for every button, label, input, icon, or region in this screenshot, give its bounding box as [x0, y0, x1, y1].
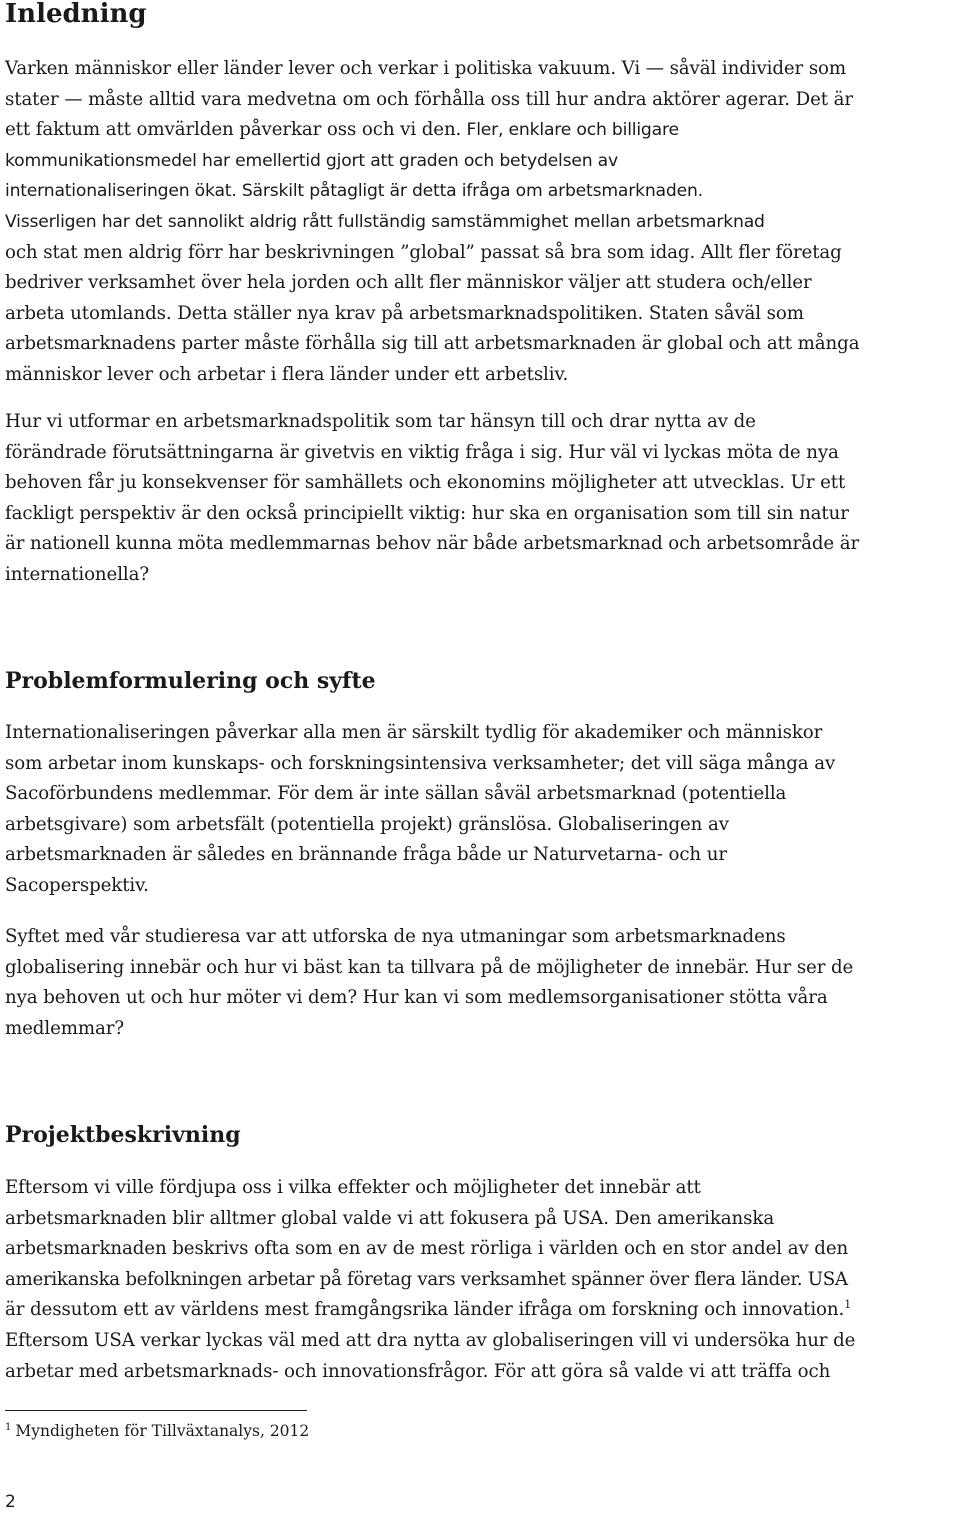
heading-problemformulering: Problemformulering och syfte	[5, 668, 376, 694]
text-line: nya behoven ut och hur möter vi dem? Hur kan vi som medlemsorganisationer stötta våra	[5, 987, 828, 1009]
text-line: Syftet med vår studieresa var att utforska de nya utmaningar som arbetsmarknadens	[5, 926, 786, 947]
text-line: behoven får ju konsekvenser för samhällets och ekonomins möjligheter att utvecklas. Ur ett	[5, 472, 846, 494]
paragraph-intro-1	[5, 54, 859, 391]
text-line: arbetar med arbetsmarknads- och innovationsfrågor. För att göra så valde vi att träffa och	[5, 1360, 831, 1382]
text-line: stater — måste alltid vara medvetna om och förhålla oss till hur andra aktörer agerar. Det är	[5, 88, 854, 110]
text-line: Eftersom USA verkar lyckas väl med att dra nytta av globaliseringen vill vi undersöka hur de	[5, 1329, 856, 1351]
text-line: är nationell kunna möta medlemmarnas behov när både arbetsmarknad och arbetsområde är	[5, 533, 860, 555]
paragraph-problem-2	[5, 922, 853, 1044]
text-line: Eftersom vi ville fördjupa oss i vilka effekter och möjligheter det innebär att	[5, 1177, 701, 1198]
text-run: Fler, enklare och billigare	[461, 120, 679, 141]
text-line: kommunikationsmedel har emellertid gjort att graden och betydelsen av	[5, 150, 618, 171]
text-run: Allt fler företag	[695, 241, 842, 263]
text-line: och stat men aldrig förr har beskrivningen ”global” passat så bra som idag.	[5, 241, 696, 263]
text-run: ett faktum att omvärlden påverkar oss och vi den.	[5, 119, 462, 141]
text-line	[5, 1295, 855, 1326]
text-line	[5, 115, 859, 146]
text-line: arbetsmarknadens parter måste förhålla sig till att arbetsmarknaden är global och att många	[5, 333, 860, 355]
text-line	[5, 299, 859, 330]
text-line: Varken människor eller länder lever och verkar i politiska vakuum. Vi — såväl individer som	[5, 58, 847, 79]
text-line: förändrade förutsättningarna är givetvis en viktig fråga i sig. Hur väl vi lyckas möta de nya	[5, 441, 839, 463]
text-run: Staten såväl som	[643, 302, 804, 324]
text-line: arbetsmarknaden blir alltmer global valde vi att fokusera på USA. Den amerikanska	[5, 1207, 775, 1229]
text-line: arbetsmarknaden är således en brännande fråga både ur Naturvetarna- och ur	[5, 844, 727, 866]
footnote-divider	[5, 1410, 307, 1411]
paragraph-problem-1	[5, 718, 835, 902]
text-line: Hur vi utformar en arbetsmarknadspolitik som tar hänsyn till och drar nytta av de	[5, 411, 756, 432]
text-line: fackligt perspektiv är den också principiellt viktig: hur ska en organisation som till sin natur	[5, 502, 849, 524]
footnote-marker[interactable]: 1	[844, 1298, 852, 1312]
text-line: Visserligen har det sannolikt aldrig rått fullständig samstämmighet mellan arbetsmarknad	[5, 211, 765, 232]
text-run: är dessutom ett av världens mest framgångsrika länder ifråga om forskning och innovation.	[5, 1299, 845, 1321]
text-line: Sacoperspektiv.	[5, 874, 149, 896]
text-line: som arbetar inom kunskaps- och forskningsintensiva verksamheter; det vill säga många av	[5, 752, 836, 774]
heading-inledning: Inledning	[5, 0, 147, 29]
footnote-text: Myndigheten för Tillväxtanalys, 2012	[15, 1422, 310, 1440]
text-line: medlemmar?	[5, 1017, 125, 1039]
page-number: 2	[5, 1492, 16, 1512]
text-line: internationella?	[5, 563, 150, 585]
text-line: Internationaliseringen påverkar alla men är särskilt tydlig för akademiker och människor	[5, 722, 823, 743]
text-line: bedriver verksamhet över hela jorden och allt fler människor väljer att studera och/eller	[5, 272, 812, 294]
footnote-number: 1	[5, 1421, 12, 1433]
footnote	[5, 1420, 309, 1442]
text-line: amerikanska befolkningen arbetar på företag vars verksamhet spänner över flera länder. USA	[5, 1268, 848, 1290]
text-line: globalisering innebär och hur vi bäst kan ta tillvara på de möjligheter de innebär. Hur ser de	[5, 956, 854, 978]
text-line: arbetsmarknaden beskrivs ofta som en av de mest rörliga i världen och en stor andel av den	[5, 1238, 849, 1260]
text-line: människor lever och arbetar i flera länder under ett arbetsliv.	[5, 363, 569, 385]
paragraph-intro-2	[5, 407, 859, 591]
paragraph-project-1	[5, 1173, 855, 1387]
text-line: Sacoförbundens medlemmar. För dem är inte sällan såväl arbetsmarknad (potentiella	[5, 783, 787, 805]
heading-projektbeskrivning: Projektbeskrivning	[5, 1122, 241, 1148]
text-run: arbeta utomlands. Detta ställer nya krav på arbetsmarknadspolitiken.	[5, 302, 644, 324]
text-line: arbetsgivare) som arbetsfält (potentiella projekt) gränslösa. Globaliseringen av	[5, 813, 729, 835]
text-line: internationaliseringen ökat. Särskilt påtagligt är detta ifråga om arbetsmarknaden.	[5, 181, 703, 202]
